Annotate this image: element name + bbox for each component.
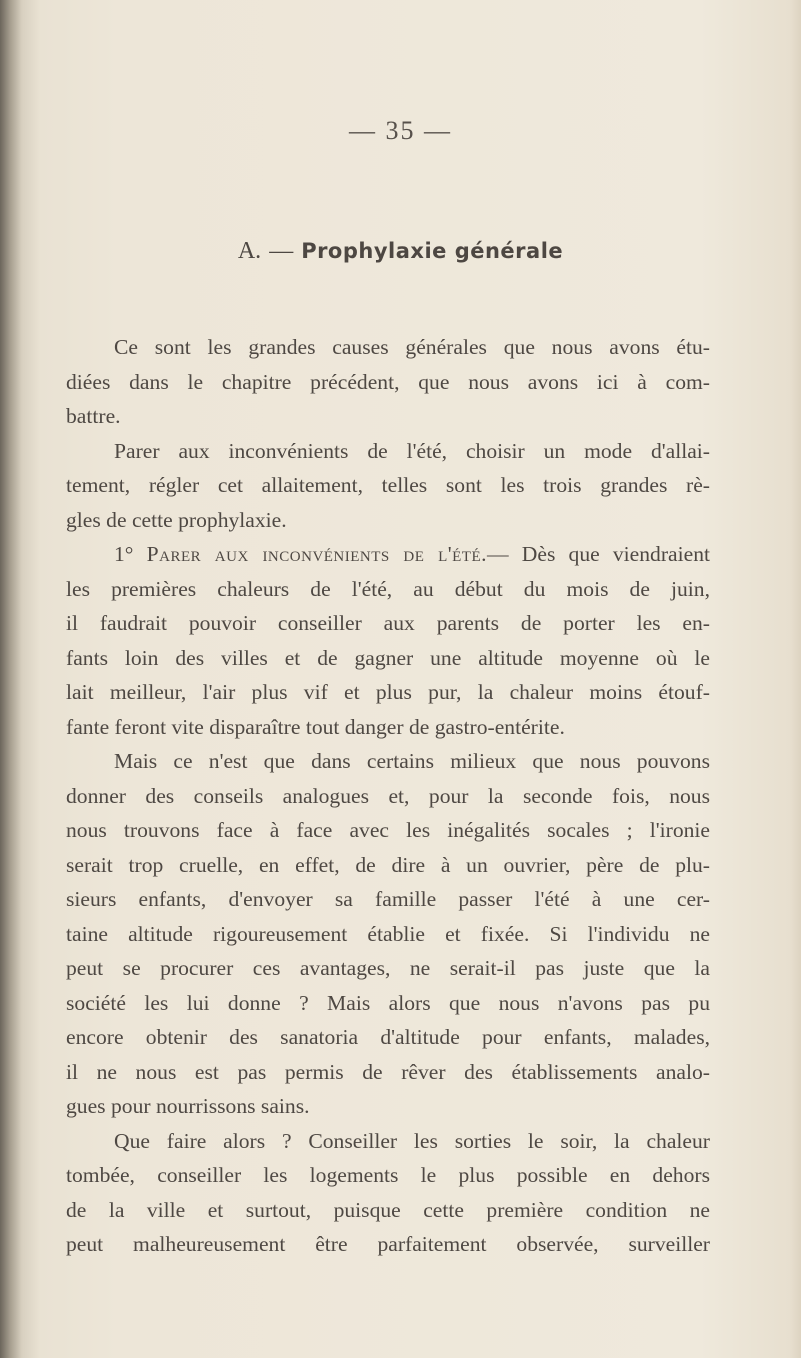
paragraph-2 xyxy=(66,434,710,538)
text-line: donner des conseils analogues et, pour la seconde fois, nous xyxy=(66,783,710,808)
text-line xyxy=(66,537,710,572)
text-line: Parer aux inconvénients de l'été, choisir un mode d'allai- xyxy=(114,438,710,463)
paragraph-5 xyxy=(66,1124,710,1262)
paragraph-1 xyxy=(66,330,710,434)
text-line: gues pour nourrissons sains. xyxy=(66,1094,310,1118)
text-line: il ne nous est pas permis de rêver des établissements analo- xyxy=(66,1059,710,1084)
section-letter: A. xyxy=(237,238,262,264)
text-line: taine altitude rigoureusement établie et fixée. Si l'individu ne xyxy=(66,921,710,946)
text-line: fants loin des villes et de gagner une altitude moyenne où le xyxy=(66,645,710,670)
text-line: peut malheureusement être parfaitement observée, surveiller xyxy=(66,1232,710,1256)
text-line: il faudrait pouvoir conseiller aux parents de porter les en- xyxy=(66,611,710,635)
paragraph-4 xyxy=(66,744,710,1124)
text-line: serait trop cruelle, en effet, de dire à un ouvrier, père de plu- xyxy=(66,852,710,877)
text-line: tement, régler cet allaitement, telles sont les trois grandes rè- xyxy=(66,473,710,497)
text-line: Ce sont les grandes causes générales que nous avons étu- xyxy=(114,335,710,359)
text-line: peut se procurer ces avantages, ne serait-il pas juste que la xyxy=(66,956,710,980)
section-heading xyxy=(0,238,801,265)
text-line: sieurs enfants, d'envoyer sa famille passer l'été à une cer- xyxy=(66,887,710,911)
text-line: encore obtenir des sanatoria d'altitude pour enfants, malades, xyxy=(66,1025,710,1049)
text-line: les premières chaleurs de l'été, au début du mois de juin, xyxy=(66,576,710,601)
text-line: Que faire alors ? Conseiller les sorties le soir, la chaleur xyxy=(114,1128,710,1153)
text-line: lait meilleur, l'air plus vif et plus pur, la chaleur moins étouf- xyxy=(66,680,710,704)
section-title: Prophylaxie générale xyxy=(301,239,564,263)
text-line: battre. xyxy=(66,404,121,428)
text-line: diées dans le chapitre précédent, que nous avons ici à com- xyxy=(66,369,710,394)
text-line: gles de cette prophylaxie. xyxy=(66,507,287,532)
text-line: fante feront vite disparaître tout danger de gastro-entérite. xyxy=(66,714,565,739)
text-fragment: — Dès que viendraient xyxy=(487,542,710,566)
text-line: Mais ce n'est que dans certains milieux que nous pouvons xyxy=(114,749,710,773)
body-text xyxy=(66,330,710,1262)
text-line: tombée, conseiller les logements le plus possible en dehors xyxy=(66,1163,710,1187)
text-line: nous trouvons face à face avec les inégalités socales ; l'ironie xyxy=(66,818,710,842)
paragraph-3 xyxy=(66,537,710,744)
text-line: de la ville et surtout, puisque cette première condition ne xyxy=(66,1197,710,1222)
text-line: société les lui donne ? Mais alors que nous n'avons pas pu xyxy=(66,990,710,1015)
list-number: 1° xyxy=(114,542,134,566)
subsection-title: Parer aux inconvénients de l'été. xyxy=(146,542,488,566)
page-number: — 35 — xyxy=(349,116,452,145)
section-dash: — xyxy=(269,238,294,264)
